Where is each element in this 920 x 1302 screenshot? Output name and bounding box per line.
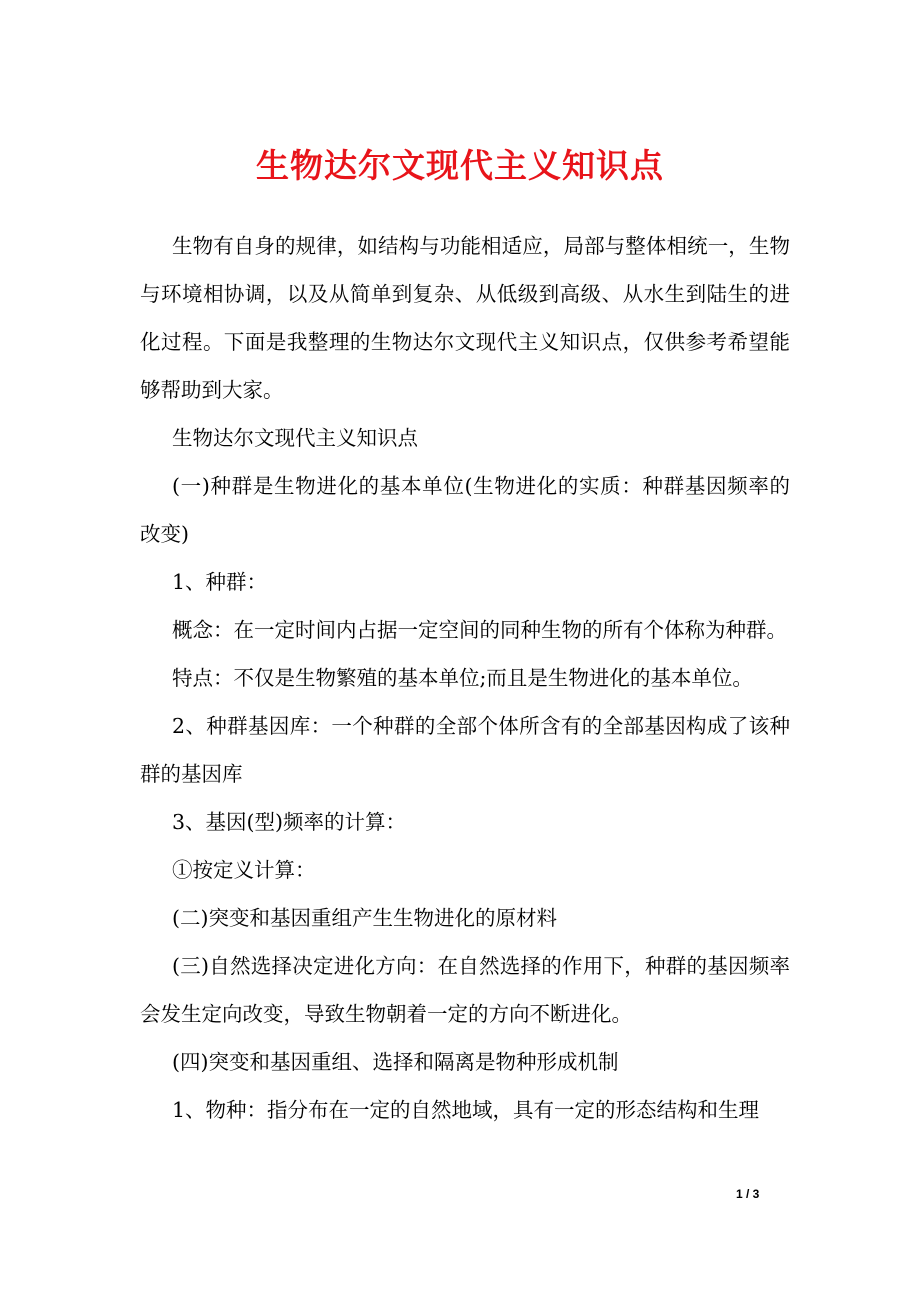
paragraph-gene-pool: 2、种群基因库：一个种群的全部个体所含有的全部基因构成了该种群的基因库 <box>140 714 790 786</box>
paragraph-population-feature: 特点：不仅是生物繁殖的基本单位;而且是生物进化的基本单位。 <box>172 666 753 690</box>
page-number: 1 / 3 <box>736 1187 760 1201</box>
paragraph-intro: 生物有自身的规律，如结构与功能相适应，局部与整体相统一，生物与环境相协调，以及从简单到复杂、从低级到高级、从水生到陆生的进化过程。下面是我整理的生物达尔文现代主义知识点，仅供参考希望能够帮助到大家。 <box>140 234 790 402</box>
paragraph-definition-calc: ①按定义计算： <box>172 858 316 882</box>
paragraph-section-2: (二)突变和基因重组产生生物进化的原材料 <box>172 906 557 930</box>
document-title: 生物达尔文现代主义知识点 <box>256 146 664 185</box>
document-body <box>140 222 790 1134</box>
paragraph-section-3: (三)自然选择决定进化方向：在自然选择的作用下，种群的基因频率会发生定向改变，导致生物朝着一定的方向不断进化。 <box>140 954 790 1026</box>
paragraph-species: 1、物种：指分布在一定的自然地域，具有一定的形态结构和生理 <box>172 1098 760 1122</box>
paragraph-subtitle: 生物达尔文现代主义知识点 <box>172 426 418 450</box>
paragraph-frequency-calc: 3、基因(型)频率的计算： <box>172 810 407 834</box>
paragraph-population-heading: 1、种群： <box>172 570 268 594</box>
paragraph-section-4: (四)突变和基因重组、选择和隔离是物种形成机制 <box>172 1050 619 1074</box>
paragraph-population-concept: 概念：在一定时间内占据一定空间的同种生物的所有个体称为种群。 <box>172 618 787 642</box>
paragraph-section-1: (一)种群是生物进化的基本单位(生物进化的实质：种群基因频率的改变) <box>140 474 790 546</box>
